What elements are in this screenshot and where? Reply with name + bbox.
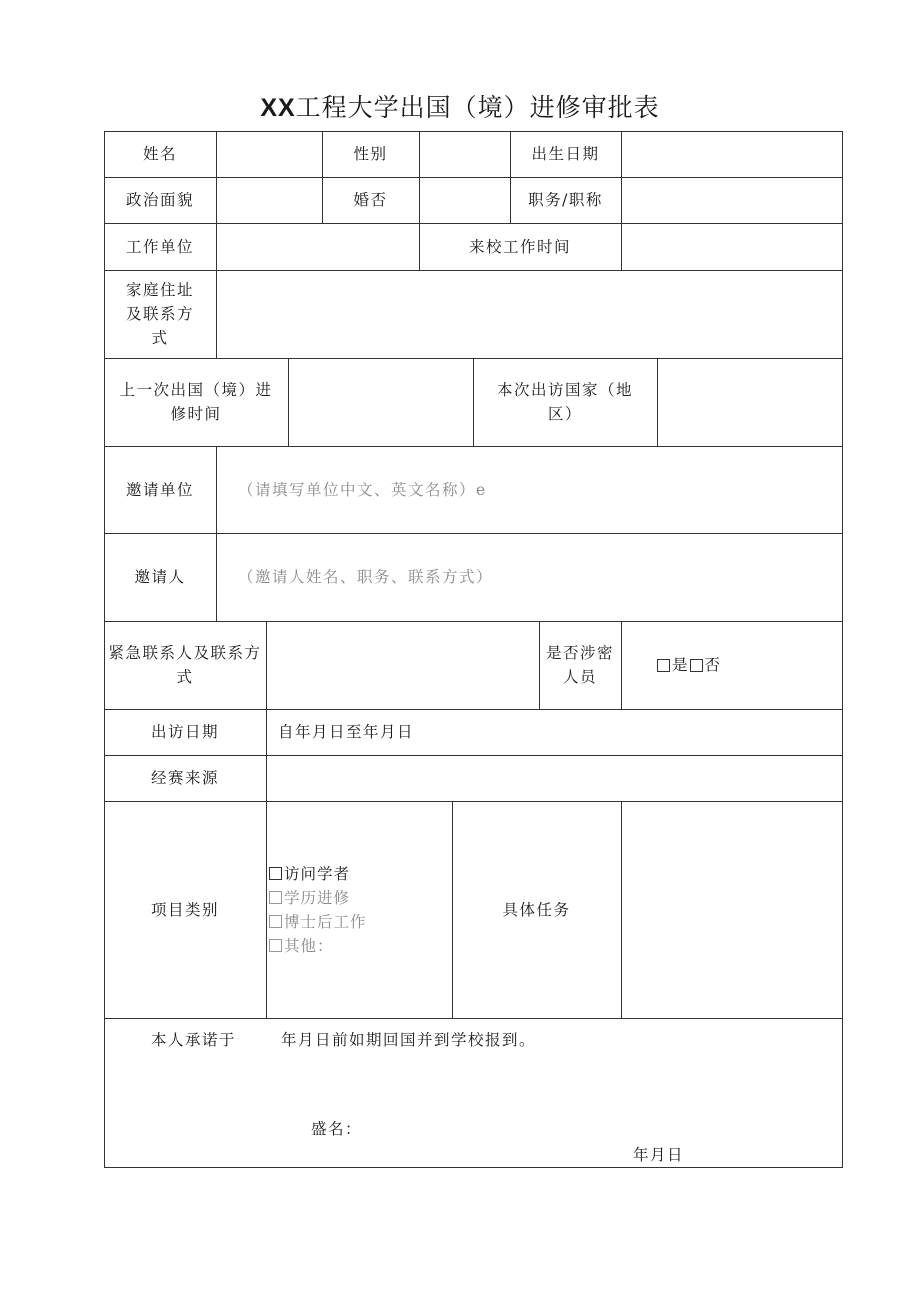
visit-country-label: 本次出访国家（地区） [496,381,633,423]
marital-input[interactable] [419,177,510,223]
classified-no-label: 否 [704,656,722,674]
marital-label: 婚否 [353,191,388,209]
work-unit-input[interactable] [216,223,419,270]
project-option-degree-study[interactable]: 学历进修 [269,886,367,910]
join-school-time-label: 来校工作时间 [468,237,571,256]
classified-no-checkbox[interactable] [690,659,703,672]
inviting-unit-label: 邀请单位 [125,480,194,499]
project-option-other[interactable]: 其他： [269,934,367,958]
funding-source-label: 经赛来源 [150,769,219,787]
signature-label: 盛名： [311,1120,363,1138]
form-title: XX工程大学出国（境）进修审批表 [260,93,660,122]
emergency-contact-label: 紧急联系人及联系方式 [108,644,262,686]
classified-yes-checkbox[interactable] [657,659,670,672]
last-abroad-time-label: 上一次出国（境）进修时间 [119,381,273,423]
name-label: 姓名 [142,145,177,163]
commitment-text: 年月日前如期回国并到学校报到。 [281,1031,537,1049]
classified-label: 是否涉密人员 [545,644,614,686]
checkbox-icon [269,915,282,928]
position-title-label: 职务/职称 [528,191,603,209]
specific-task-input[interactable] [621,801,843,1018]
visit-dates-label: 出访日期 [150,723,219,741]
gender-label: 性别 [353,145,388,163]
join-school-time-input[interactable] [621,223,843,270]
funding-source-input[interactable] [266,755,843,801]
political-status-label: 政治面貌 [125,191,194,209]
inviter-label: 邀请人 [134,568,186,586]
checkbox-icon [269,867,282,880]
signature-date: 年月日 [633,1146,685,1164]
project-options [266,801,452,1018]
checkbox-icon [269,939,282,952]
home-address-input[interactable] [216,270,843,358]
classified-yes-label: 是 [672,656,689,674]
home-address-label: 家庭住址及联系方式 [125,281,194,347]
position-title-input[interactable] [621,177,843,223]
project-option-postdoc[interactable]: 博士后工作 [269,910,367,934]
project-option-visiting-scholar[interactable]: 访问学者 [269,862,367,886]
last-abroad-time-input[interactable] [288,358,473,446]
inviter-input[interactable]: （邀请人姓名、职务、联系方式） [238,568,494,586]
emergency-contact-input[interactable] [266,621,539,709]
project-type-label: 项目类别 [150,900,219,919]
inviting-unit-input[interactable]: （请填写单位中文、英文名称）e [238,480,487,499]
visit-dates-input[interactable]: 自年月日至年月日 [278,723,415,741]
work-unit-label: 工作单位 [125,237,194,256]
checkbox-icon [269,891,282,904]
commitment-lead: 本人承诺于 [151,1031,237,1049]
gender-input[interactable] [419,131,510,177]
name-input[interactable] [216,131,322,177]
specific-task-label: 具体任务 [502,900,571,919]
classified-options [621,621,843,709]
birth-date-input[interactable] [621,131,843,177]
birth-date-label: 出生日期 [531,145,600,163]
visit-country-input[interactable] [657,358,843,446]
political-status-input[interactable] [216,177,322,223]
